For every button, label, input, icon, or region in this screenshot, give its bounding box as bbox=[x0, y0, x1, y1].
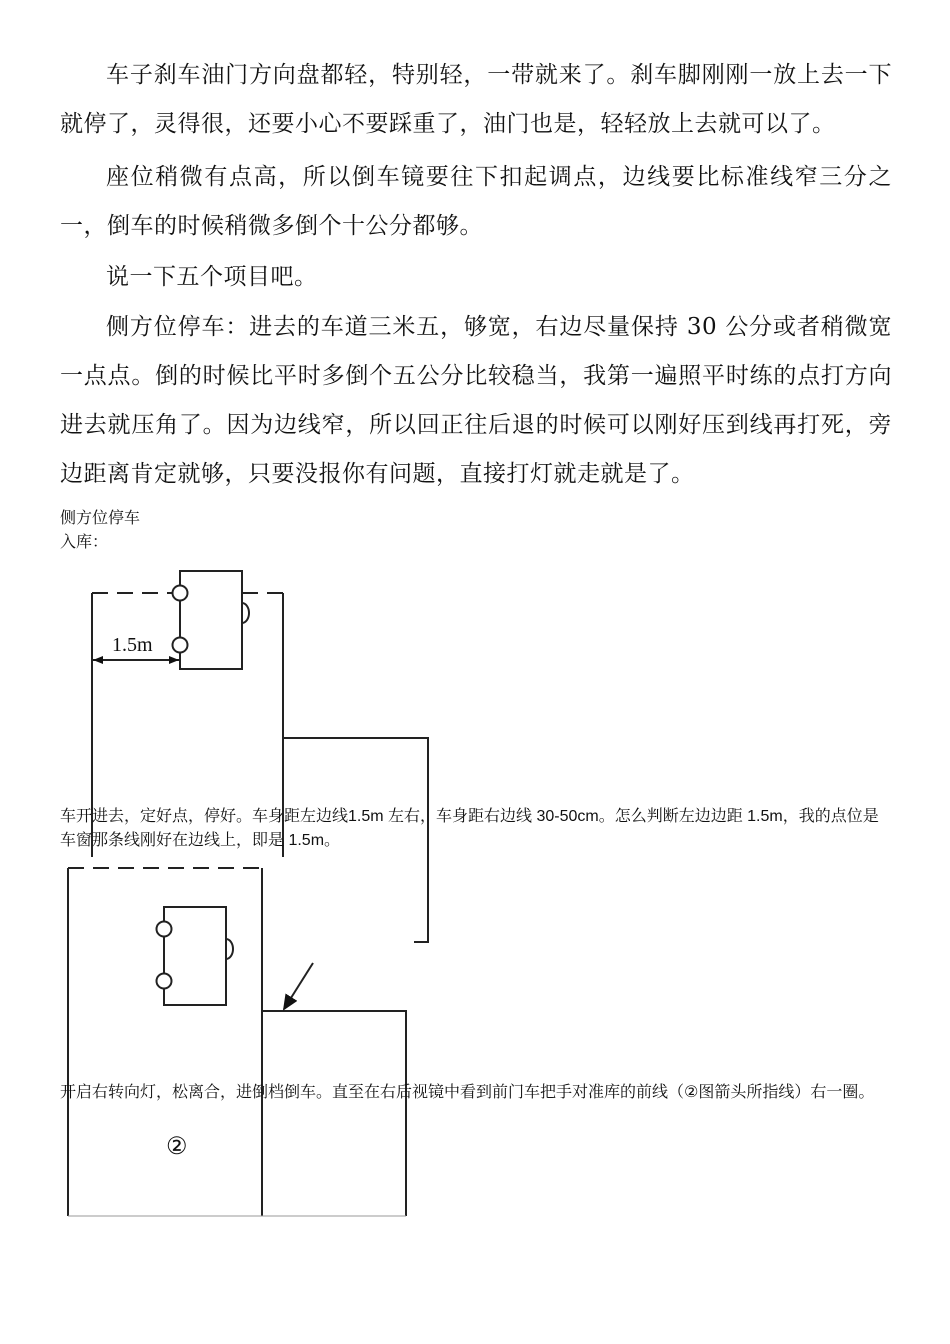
paragraph-seat-mirror: 座位稍微有点高，所以倒车镜要往下扣起调点，边线要比标准线窄三分之一，倒车的时候稍微多倒个十公分都够。 bbox=[60, 164, 892, 239]
diagram-number-marker: ② bbox=[166, 1134, 188, 1160]
paragraph-five-items: 说一下五个项目吧。 bbox=[106, 264, 318, 290]
section-label-line2: 入库： bbox=[60, 534, 109, 551]
paragraph-parallel-parking: 侧方位停车：进去的车道三米五，够宽，右边尽量保持 30 公分或者稍微宽一点点。倒的时候比平时多倒个五公分比较稳当，我第一遍照平时练的点打方向进去就压角了。因为边线窄，所以回正往后退的时候可以刚好压到线再打死，旁边距离肯定就够，只要没报你有问题，直接打灯就走就是了。 bbox=[60, 314, 892, 487]
diagram1 bbox=[92, 571, 428, 942]
pointer-arrow bbox=[284, 963, 313, 1009]
wheel-icon bbox=[173, 586, 188, 601]
wheel-icon bbox=[173, 638, 188, 653]
diagram1-caption: 车开进去，定好点，停好。车身距左边线1.5m 左右，车身距右边线 30-50cm。怎么判断左边边距 1.5m，我的点位是车窗那条线刚好在边线上，即是 1.5m。 bbox=[60, 808, 879, 849]
section-label-line1: 侧方位停车 bbox=[60, 510, 141, 527]
diagram2-caption: 开启右转向灯，松离合，进倒档倒车。直至在右后视镜中看到前门车把手对准库的前线（②图箭头所指线）右一圈。 bbox=[60, 1084, 875, 1101]
wheel-icon bbox=[157, 922, 172, 937]
paragraph-brakes: 车子刹车油门方向盘都轻，特别轻，一带就来了。刹车脚刚刚一放上去一下就停了，灵得很，还要小心不要踩重了，油门也是，轻轻放上去就可以了。 bbox=[60, 62, 892, 137]
car-body bbox=[180, 571, 242, 669]
garage-front-line bbox=[262, 1011, 406, 1216]
wheel-icon bbox=[157, 974, 172, 989]
distance-label: 1.5m bbox=[112, 634, 153, 656]
mirror-icon bbox=[242, 603, 249, 623]
mirror-icon bbox=[226, 939, 233, 959]
car-body-2 bbox=[164, 907, 226, 1005]
diagram2 bbox=[68, 868, 406, 1216]
